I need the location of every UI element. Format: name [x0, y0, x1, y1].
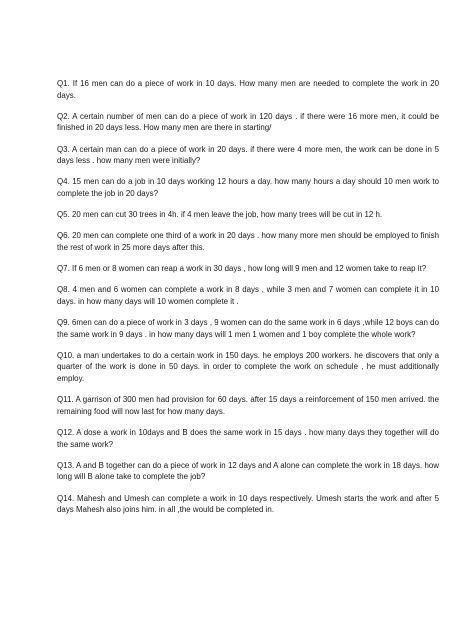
question-14: Q14. Mahesh and Umesh can complete a work in 10 days respectively. Umesh starts the work and after 5 days Mahesh also joins him. in all ,the would be completed in. [57, 493, 439, 515]
question-9: Q9. 6men can do a piece of work in 3 days , 9 women can do the same work in 6 days ,while 12 boys can do the same work in 9 days . in how many days will 1 men 1 women and 1 boy complete the whole work? [57, 318, 439, 339]
question-6: Q6. 20 men can complete one third of a work in 20 days . how many more men should be employed to finish the rest of work in 25 more days after this. [57, 231, 439, 252]
question-10: Q10. a man undertakes to do a certain work in 150 days. he employs 200 workers. he discovers that only a quarter of the work is done in 50 days. in order to complete the work on schedule , he must additionally employ. [57, 350, 439, 384]
question-5: Q5. 20 men can cut 30 trees in 4h. if 4 men leave the job, how many trees will be cut in 12 h. [57, 210, 383, 220]
question-7: Q7. If 6 men or 8 women can reap a work in 30 days , how long will 9 men and 12 women take to reap it? [57, 264, 427, 274]
question-3: Q3. A certain man can do a piece of work in 20 days. if there were 4 more men, the work can be done in 5 days less . how many men were initially? [57, 144, 439, 166]
question-1: Q1. If 16 men can do a piece of work in 10 days. How many men are needed to complete the work in 20 days. [57, 79, 439, 100]
question-2: Q2. A certain number of men can do a piece of work in 120 days . if there were 16 more men, it could be finished in 20 days less. How many men are there in starting/ [57, 111, 439, 133]
question-13: Q13. A and B together can do a piece of work in 12 days and A alone can complete the work in 18 days. how long will B alone take to complete the job? [57, 460, 439, 482]
question-8: Q8. 4 men and 6 women can complete a work in 8 days , while 3 men and 7 women can complete it in 10 days. in how many days will 10 women complete it . [57, 285, 439, 306]
question-11: Q11. A garrison of 300 men had provision for 60 days. after 15 days a reinforcement of 150 men arrived. the remaining food will now last for how many days. [57, 395, 439, 416]
question-list [57, 78, 439, 525]
question-4: Q4. 15 men can do a job in 10 days working 12 hours a day. how many hours a day should 10 men work to complete the job in 20 days? [57, 177, 439, 198]
question-12: Q12. A dose a work in 10days and B does the same work in 15 days . how many days they together will do the same work? [57, 428, 439, 449]
